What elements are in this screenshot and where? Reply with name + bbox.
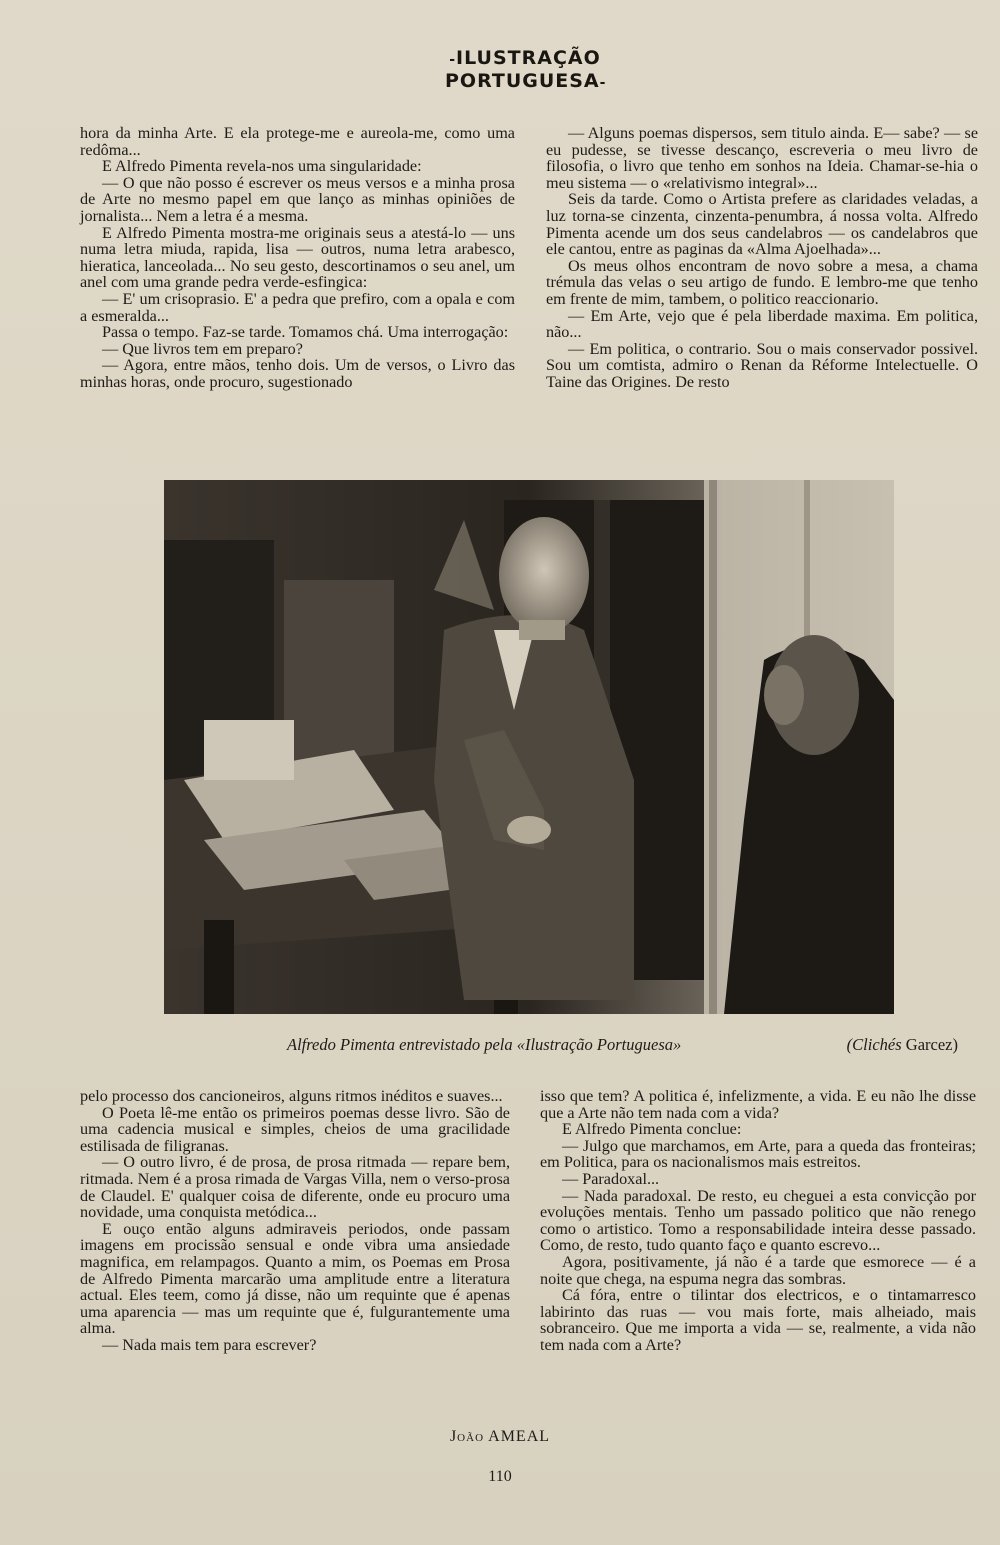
paragraph: isso que tem? A politica é, infelizmente, a vida. E eu não lhe disse que a Arte não tem nada com a vida? <box>540 1087 976 1122</box>
paragraph: — Em Arte, vejo que é pela liberdade maxima. Em politica, não... <box>546 306 978 342</box>
author-last-name: AMEAL <box>488 1428 551 1445</box>
credit-name: Garcez) <box>905 1035 958 1054</box>
paragraph: — O outro livro, é de prosa, de prosa ritmada — repare bem, ritmada. Nem é a prosa rimada de Vargas Villa, nem o verso-prosa de Claudel. E' qualquer coisa de diferente, onde eu procuro uma novidade, uma conquista metódica... <box>80 1153 510 1222</box>
paragraph: — E' um crisoprasio. E' a pedra que prefiro, com a opala e com a esmeralda... <box>80 289 515 325</box>
paragraph: E Alfredo Pimenta conclue: <box>562 1120 742 1139</box>
paragraph: O Poeta lê-me então os primeiros poemas desse livro. São de uma cadencia musical e simples, cheios de uma gracilidade estilisada de filigranas. <box>80 1103 510 1155</box>
caption-text: Alfredo Pimenta entrevistado pela «Ilustração Portuguesa» <box>287 1035 682 1054</box>
photograph-illustration <box>164 480 894 1014</box>
paragraph: Agora, positivamente, já não é a tarde que esmorece — é a noite que chega, na espuma negra das sombras. <box>540 1252 976 1288</box>
paragraph: Os meus olhos encontram de novo sobre a mesa, a chama trémula das velas o seu artigo de fundo. E lembro-me que tenho em frente de mim, tambem, o politico reaccionario. <box>546 256 978 308</box>
paragraph: — Nada mais tem para escrever? <box>102 1335 317 1354</box>
paragraph: — Paradoxal... <box>562 1169 660 1188</box>
author-first-name: João <box>449 1428 485 1445</box>
masthead-line-1: ILUSTRAÇÃO <box>456 47 601 69</box>
paragraph: E Alfredo Pimenta mostra-me originais seus a atestá-lo — uns numa letra miuda, rapida, lisa — outros, numa letra arabesco, hieratica, lanceolada... No seu gesto, descortinamos o seu anel, um anel com uma grande pedra verde-esfingica: <box>80 223 515 292</box>
paragraph: Passa o tempo. Faz-se tarde. Tomamos chá. Uma interrogação: <box>102 323 509 342</box>
paragraph: E ouço então alguns admiraveis periodos, onde passam imagens em procissão sensual e onde vibra uma ansiedade magnifica, em relampagos. Quanto a mim, os Poemas em Prosa de Alfredo Pimenta marcarão uma amplitude entre a literatura actual. Eles teem, como já disse, não um requinte que é apenas uma aparencia — mas um requinte que é, fulgurantemente uma alma. <box>80 1219 510 1338</box>
credit-label: (Clichés <box>846 1035 902 1054</box>
masthead-logo: -ILUSTRAÇÃO PORTUGUESA- <box>445 47 607 92</box>
paragraph: E Alfredo Pimenta revela-nos uma singularidade: <box>102 157 422 176</box>
masthead-line-2: PORTUGUESA <box>445 70 600 92</box>
paragraph: — Nada paradoxal. De resto, eu cheguei a esta convicção por evoluções mentais. Tenho um passado politico que não renego como o artistico. Tomo a responsabilidade inteira desse passado. Como, de resto, tudo quanto faço e quanto escrevo... <box>540 1186 976 1255</box>
text-column-2 <box>546 125 978 391</box>
interview-photograph <box>164 480 894 1014</box>
text-column-4 <box>540 1088 976 1354</box>
author-signature <box>0 1428 1000 1446</box>
paragraph: — Julgo que marchamos, em Arte, para a queda das fronteiras; em Politica, para os nacionalismos mais estreitos. <box>540 1136 976 1172</box>
paragraph: — Que livros tem em preparo? <box>102 339 303 358</box>
paragraph: pelo processo dos cancioneiros, alguns ritmos inéditos e suaves... <box>80 1087 503 1105</box>
paragraph: Seis da tarde. Como o Artista prefere as claridades veladas, a luz torna-se cinzenta, cinzenta-penumbra, á nossa volta. Alfredo Pimenta acende um dos seus candelabros — os candelabros que ele cantou, entre as paginas da «Alma Ajoelhada»... <box>546 190 978 259</box>
photo-credit <box>847 1035 958 1055</box>
page-number: 110 <box>488 1468 512 1485</box>
paragraph: — Agora, entre mãos, tenho dois. Um de versos, o Livro das minhas horas, onde procuro, sugestionado <box>80 356 515 391</box>
paragraph: Cá fóra, entre o tilintar dos electricos, e o tintamarresco labirinto das ruas — vou mais forte, mais alheiado, mais sobranceiro. Que me importa a vida — se, realmente, a vida não tem nada com a Arte? <box>540 1286 976 1354</box>
text-column-3 <box>80 1088 510 1354</box>
paragraph: — O que não posso é escrever os meus versos e a minha prosa de Arte no mesmo papel em que lanço as minhas opiniões de jornalista... Nem a letra é a mesma. <box>80 173 515 225</box>
text-column-1 <box>80 125 515 391</box>
paragraph: — Alguns poemas dispersos, sem titulo ainda. E— sabe? — se eu pudesse, se tivesse descanço, escreveria o meu livro de filosofia, o livro que tenho em sonhos na Ideia. Chamar-se-hia o meu sistema — o «relativismo integral»... <box>546 124 978 192</box>
photo-caption <box>160 1035 960 1057</box>
paragraph: — Em politica, o contrario. Sou o mais conservador possivel. Sou um comtista, admiro o Renan da Réforme Intelectuelle. O Taine das Origines. De resto <box>546 339 978 391</box>
paragraph: hora da minha Arte. E ela protege-me e aureola-me, como uma redôma... <box>80 124 515 159</box>
